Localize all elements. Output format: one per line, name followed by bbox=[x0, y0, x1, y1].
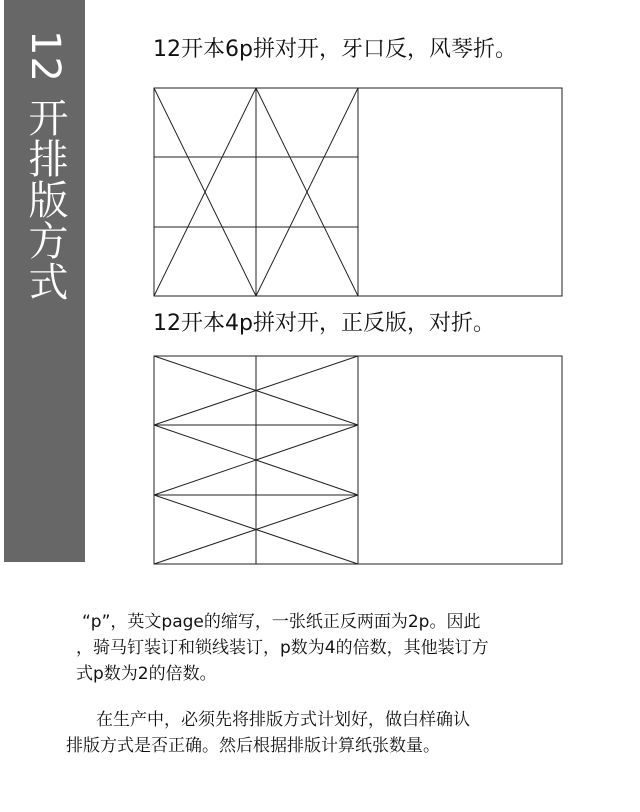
layout-6p-heading: 12开本6p拼对开，牙口反，风琴折。 bbox=[153, 37, 517, 62]
note-paragraph-1-line-2: ，骑马钉装订和锁线装订，p数为4的倍数，其他装订方 bbox=[76, 638, 489, 658]
layout-6p-diagram bbox=[153, 87, 563, 298]
side-title-bar bbox=[4, 0, 85, 562]
layout-4p-diagram bbox=[153, 355, 563, 566]
side-title: 12 开排版方式 bbox=[22, 30, 68, 302]
note-paragraph-2-line-2: 排版方式是否正确。然后根据排版计算纸张数量。 bbox=[66, 736, 440, 756]
note-paragraph-2-line-1: 在生产中，必须先将排版方式计划好，做白样确认 bbox=[96, 710, 470, 730]
note-paragraph-1-line-1: “p”，英文page的缩写，一张纸正反两面为2p。因此 bbox=[82, 612, 481, 632]
note-paragraph-1-line-3: 式p数为2的倍数。 bbox=[76, 664, 217, 684]
layout-4p-heading: 12开本4p拼对开，正反版，对折。 bbox=[153, 311, 495, 336]
